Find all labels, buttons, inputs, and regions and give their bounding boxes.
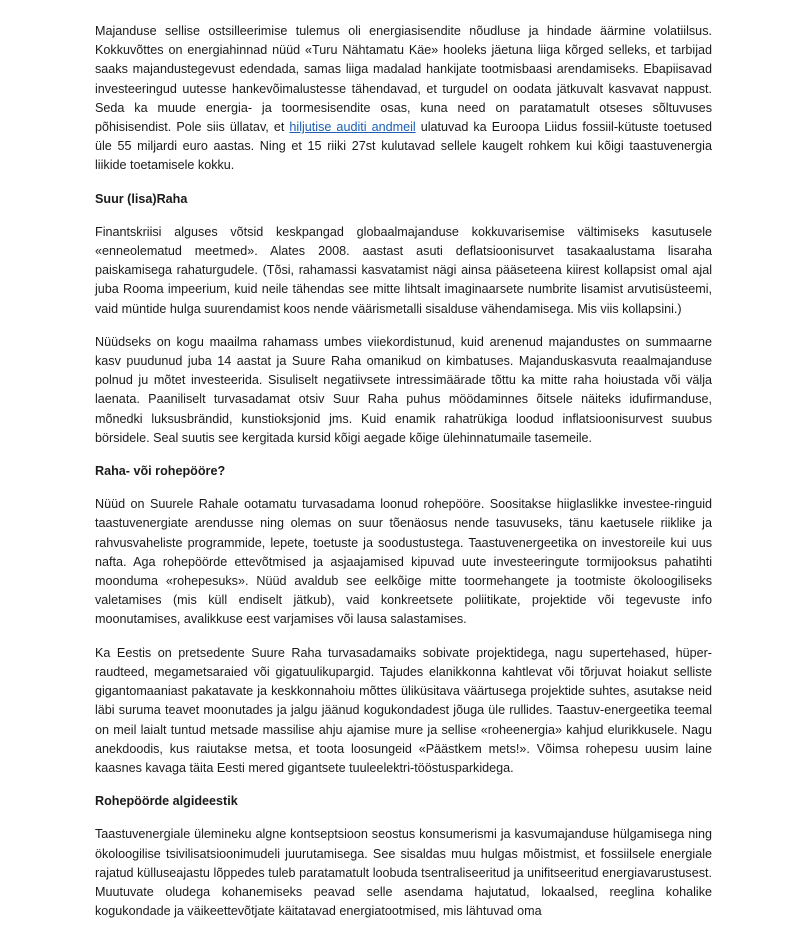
paragraph: Taastuvenergiale ülemineku algne kontseptsioon seostus konsumerismi ja kasvumajanduse hülgamisega ning ökoloogilise tsivilisatsioonimudeli juurutamisega. See sisaldas muu hulgas mõistmist, et fossiilsele energiale rajatud külluseajastu lõppedes tuleb paratamatult loobuda tsentraliseeritud ja unifitseeritud energiavarustusest. Muutuvate oludega kohanemiseks peavad selle asendama hajutatud, lokaalsed, reeglina kohalike kogukondade ja väikeettevõtjate käitatavad energiatootmised, mis lähtuvad oma [95, 827, 712, 919]
audit-link[interactable]: hiljutise auditi andmeil [289, 120, 416, 135]
paragraph-text: Majanduse sellise ostsilleerimise tulemus oli energiasisendite nõudluse ja hindade äärmine volatiilsus. Kokkuvõttes on energiahinnad nüüd «Turu Nähtamatu Käe» hooleks jäetuna liiga kõrged selleks, et tarbijad saaks majandustegevust edendada, samas liiga madalad hankijate tootmisbaasi arendamiseks. Ebapiisavad investeeringud uutesse hankevõimalustesse tähendavad, et turgudel on oodata jätkuvalt kasvavat nappust. Seda ka muude energia- ja toormesisendite osas, kuna need on paratamatult otseses sõltuvuses põhisisendist. Pole siis üllatav, et [95, 24, 712, 135]
section-heading: Rohepöörde algideestik [95, 794, 238, 809]
paragraph: Finantskriisi alguses võtsid keskpangad globaalmajanduse kokkuvarisemise vältimiseks kasutusele «enneolematud meetmed». Alates 2008. aastast asuti deflatsioonisurvet tasakaalustama lisaraha paiskamisega rahaturgudele. (Tõsi, rahamassi kasvatamist nägi ainsa pääseteena kiirest kollapsist omal ajal juba Rooma impeerium, kuid neile tähendas see mitte lihtsalt imaginaarsete numbrite lisamist arvutisüsteemi, vaid müntide hulga suurendamist koos nende väärismetalli sisalduse vähendamisega. Mis viis kollapsini.) [95, 224, 712, 316]
paragraph: Ka Eestis on pretsedente Suure Raha turvasadamaiks sobivate projektidega, nagu supertehased, hüper-raudteed, megametsaraied või gigatuulikupargid. Tajudes elanikkonna kahtlevat või tõrjuvat hoiakut selliste gigantomaaniast pakatavate ja keskkonnahoiu mõttes üliküsitava väärtusega projektide suhtes, asutakse neid läbi suruma teavet moonutades ja jalgu jäänud kogukondadest jõuga üle rullides. Taastuv-energeetika teemal on meil laialt tuntud metsade massilise ahju ajamise mure ja sellise «roheenergia» kahjud elurikkusele. Nagu anekdoodis, kus raiutakse metsa, et toota loosungeid «Päästkem mets!». Võimsa rohepesu uusim laine kaasnes kavaga täita Eesti mered gigantsete tuuleelektri-tööstusparkidega. [95, 645, 712, 775]
paragraph: Nüüdseks on kogu maailma rahamass umbes viiekordistunud, kuid arenenud majandustes on summaarne kasv puudunud juba 14 aastat ja Suure Raha omanikud on kimbatuses. Majanduskasvuta reaalmajanduse polnud ju mõtet investeerida. Sisuliselt negatiivsete intressimäärade tõttu ka mitte raha hoiustada või välja laenata. Paaniliselt turvasadamat otsiv Suur Raha puhus möödaminnes õitsele näiteks idufirmanduse, mõnedki luksusbrändid, kunstioksjonid jms. Kuid enamik rahatrükiga loodud inflatsioonisurvest suubus börsidele. Seal suutis see kergitada kursid kõigi aegade kõige ülehinnatumaile tasemeile. [95, 334, 712, 445]
paragraph-text: ulatuvad ka Euroopa Liidus fossiil-kütuste toetused üle 55 miljardi euro aastas. Ning et 15 riiki 27st kulutavad sellele kaugelt rohkem kui kõigi taastuvenergia liikide toetamisele kokku. [95, 120, 712, 173]
section-heading: Raha- või rohepööre? [95, 464, 226, 479]
section-heading: Suur (lisa)Raha [95, 191, 188, 206]
paragraph: Nüüd on Suurele Rahale ootamatu turvasadama loonud rohepööre. Soositakse hiiglaslikke investee-ringuid taastuvenergiate arendusse ning olemas on suur tõenäosus nende tasuvuseks, tänu kaetusele riiklike ja rahvusvaheliste programmide, lepete, toetuste ja soodustustega. Taastuvenergeetika on investoreile kui uus nafta. Aga rohepöörde ettevõtmised ja asjaajamised kipuvad uute investeeringute tormijooksus pahatihti moonduma «rohepesuks». Nüüd avaldub see eelkõige mitte toormehangete ja tootmiste ökoloogiliseks valetamises (mis küll endiselt jätkub), vaid konkreetsete poliitikate, projektide või tegevuste info moonutamises, avalikkuse eest varjamises või lausa salastamises. [95, 497, 712, 627]
paragraph [95, 22, 712, 176]
